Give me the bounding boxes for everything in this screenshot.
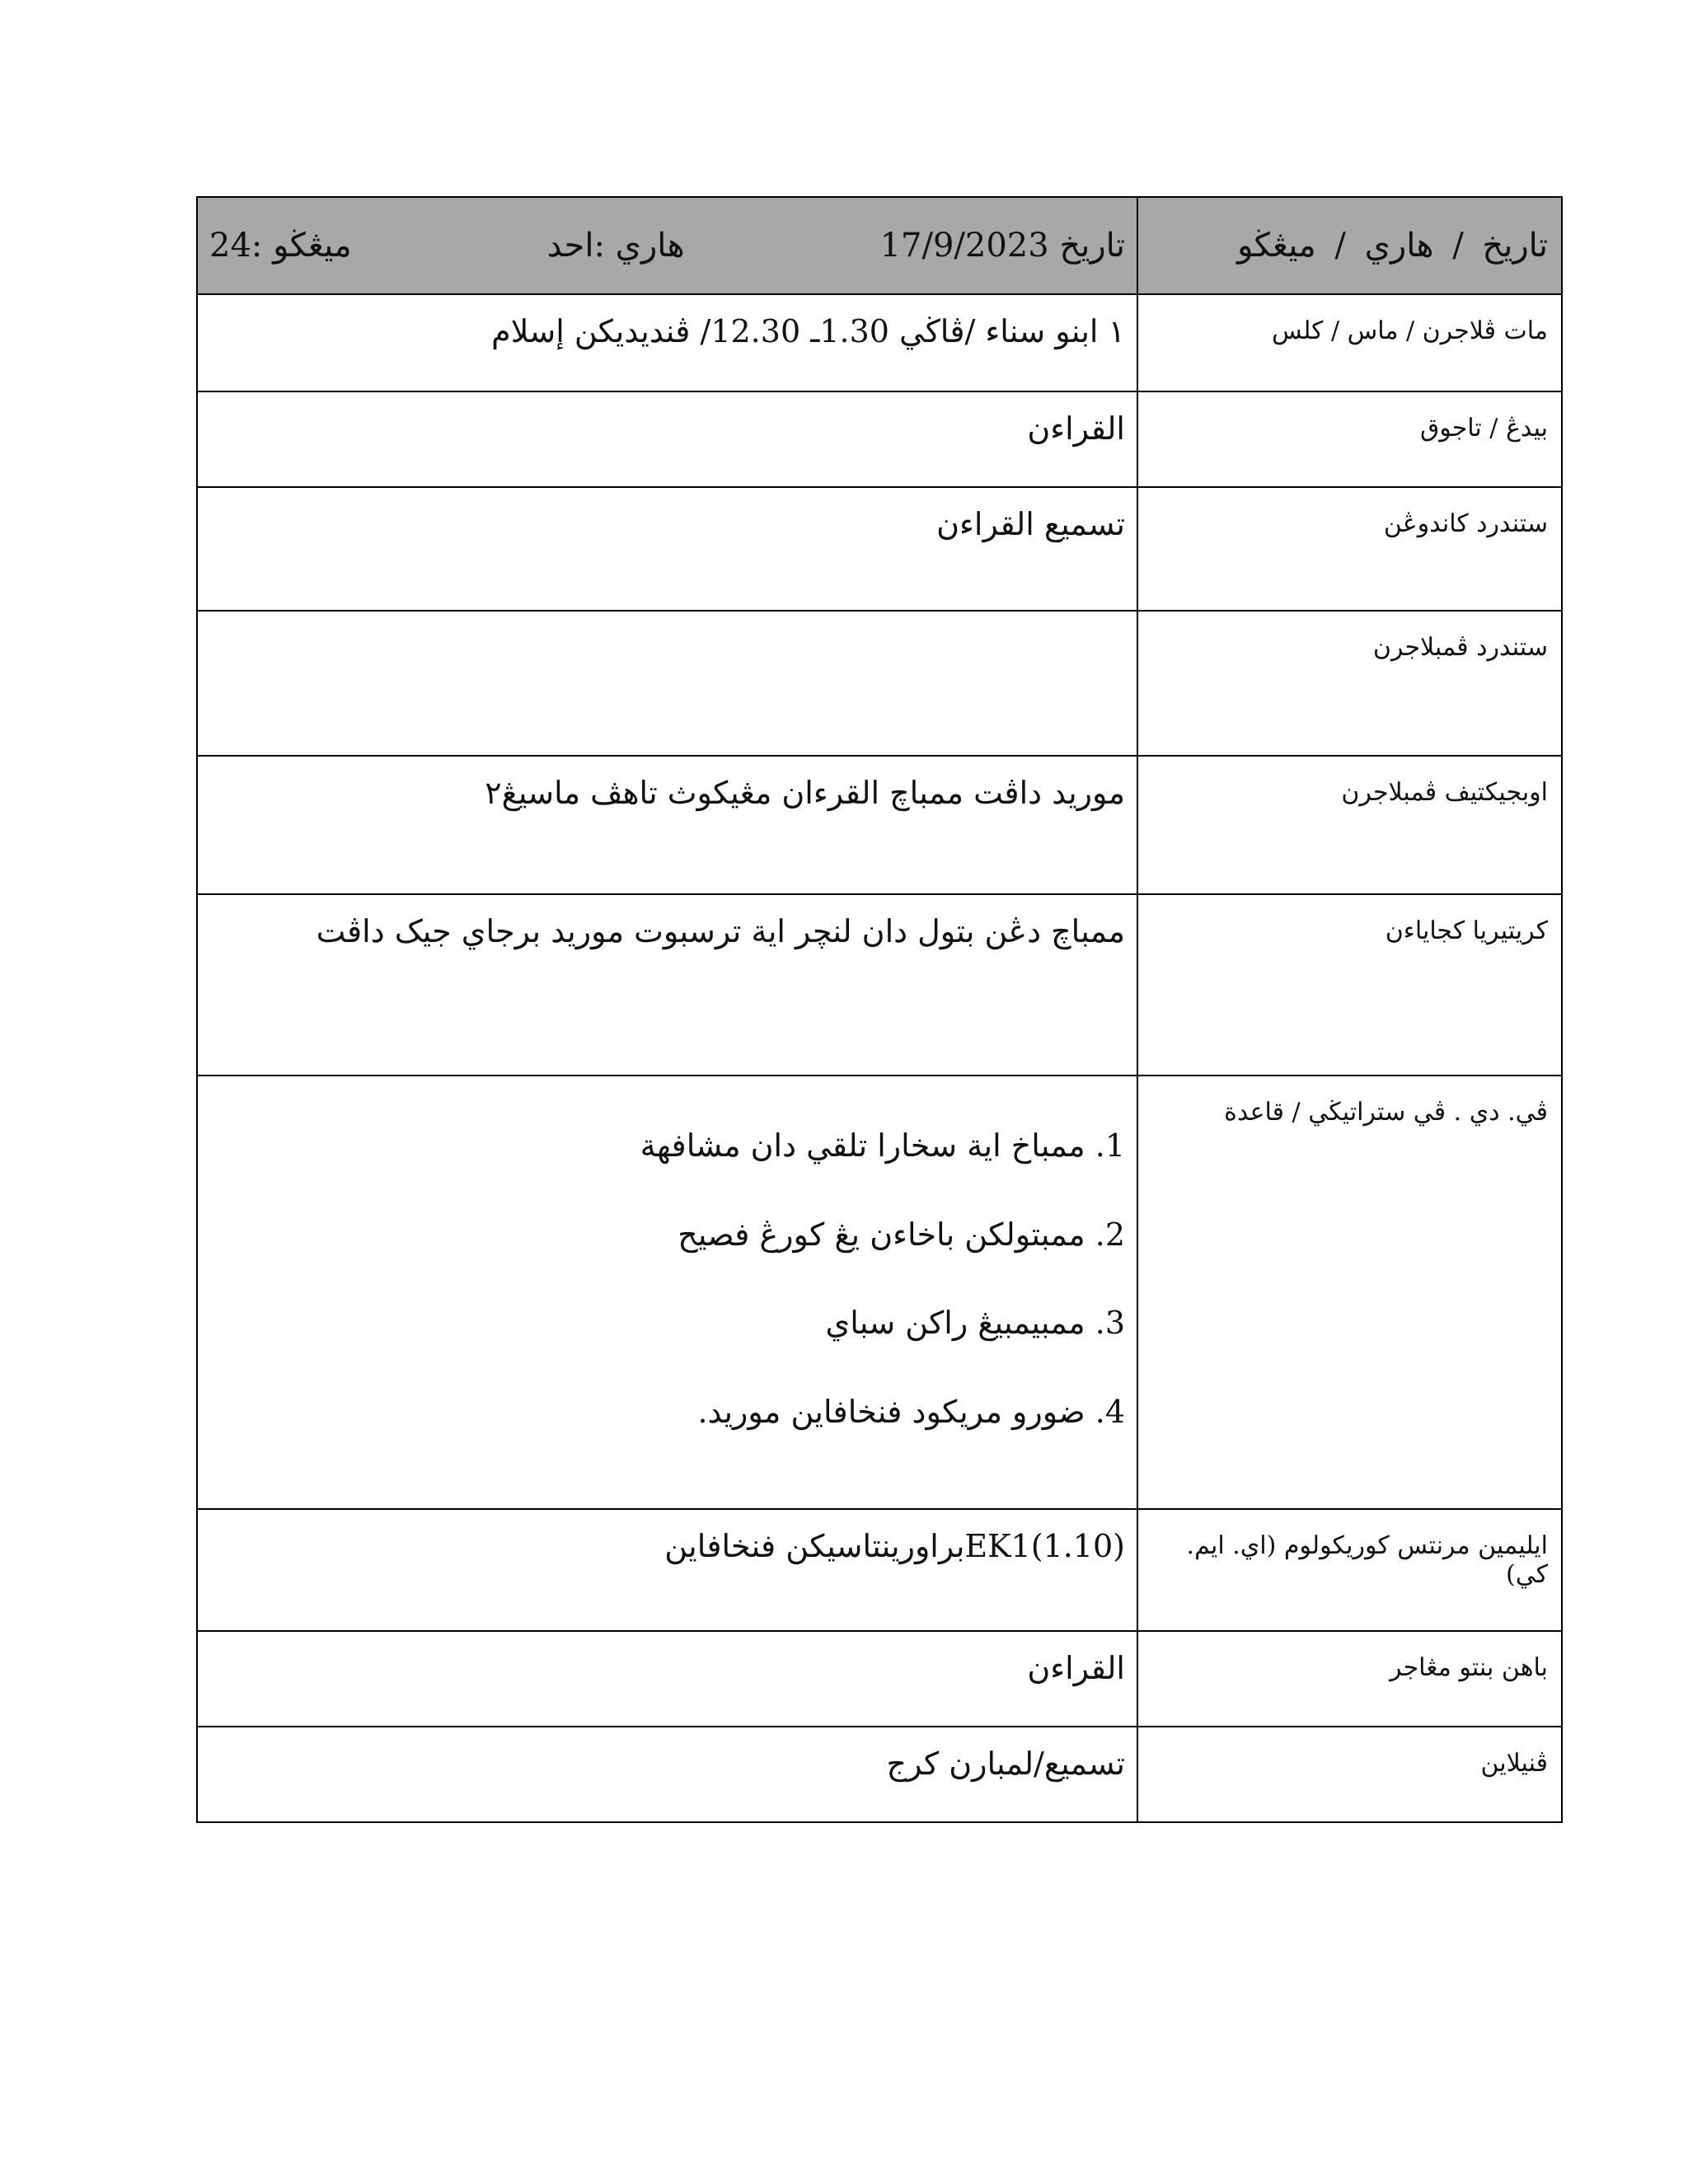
- row-label-cross-curricular: ايليمين مرنتس كوريكولوم (اي. ايم. كي): [1137, 1509, 1562, 1631]
- row-label-content-standard: ستندرد كاندوڠن: [1137, 487, 1562, 611]
- table-row: [197, 1076, 1562, 1509]
- table-row: [197, 487, 1562, 611]
- row-value-subject-class: ١ ابنو سناء /ڤاڬي 1.30ـ 12.30/ ڤنديديكن إسلام: [197, 294, 1137, 391]
- table-row: [197, 294, 1562, 391]
- table-row: [197, 756, 1562, 894]
- row-value-field-topic: القراءن: [197, 391, 1137, 487]
- row-value-teaching-aids: القراءن: [197, 1631, 1137, 1727]
- row-value-cross-curricular: (EK1(1.10براورينتاسيكن فنخافاين: [197, 1509, 1137, 1631]
- table-row: [197, 1509, 1562, 1631]
- row-value-learning-objective: موريد داڤت ممباچ القرءان مڠيكوث تاهڤ ماسيڠ٢: [197, 756, 1137, 894]
- row-value-content-standard: تسميع القراءن: [197, 487, 1137, 611]
- header-values: [197, 197, 1137, 294]
- date-text: تاريخ 17/9/2023: [879, 227, 1125, 265]
- row-value-learning-standard: [197, 611, 1137, 756]
- table-row: [197, 1631, 1562, 1727]
- table-row: [197, 611, 1562, 756]
- day-text: هاري :احد: [546, 227, 685, 265]
- list-item: 1. ممباخ اية سخارا تلقي دان مشافهة: [640, 1127, 1125, 1164]
- table-row: [197, 1727, 1562, 1822]
- row-label-field-topic: بيدڠ / تاجوق: [1137, 391, 1562, 487]
- table-row: [197, 894, 1562, 1076]
- row-value-strategy: [197, 1076, 1137, 1509]
- week-text: ميڠڬو :24: [209, 227, 352, 265]
- row-label-subject-class: مات ڤلاجرن / ماس / كلس: [1137, 294, 1562, 391]
- row-label-assessment: ڤنيلاين: [1137, 1727, 1562, 1822]
- header-label: تاريخ / هاري / ميڠڬو: [1137, 197, 1562, 294]
- list-item: 4. ضورو مريكود فنخافاين موريد.: [697, 1393, 1125, 1430]
- list-item: 3. ممبيمبيڠ راكن سباي: [825, 1305, 1125, 1342]
- row-value-success-criteria: ممباچ دڠن بتول دان لنچر اية ترسبوت موريد برجاي جيک داڤت: [197, 894, 1137, 1076]
- row-label-learning-standard: ستندرد ڤمبلاجرن: [1137, 611, 1562, 756]
- list-item: 2. ممبتولكن باخاءن يڠ كورڠ فصيح: [678, 1216, 1125, 1253]
- row-value-assessment: تسميع/لمبارن كرج: [197, 1727, 1137, 1822]
- row-label-teaching-aids: باهن بنتو مڠاجر: [1137, 1631, 1562, 1727]
- row-label-strategy: ڤي. دي . ڤي ستراتيڬي / قاعدة: [1137, 1076, 1562, 1509]
- row-label-learning-objective: اوبجيكتيف ڤمبلاجرن: [1137, 756, 1562, 894]
- header-row: [197, 197, 1562, 294]
- table-row: [197, 391, 1562, 487]
- lesson-plan-table: [196, 196, 1563, 1823]
- row-label-success-criteria: كريتيريا كجاياءن: [1137, 894, 1562, 1076]
